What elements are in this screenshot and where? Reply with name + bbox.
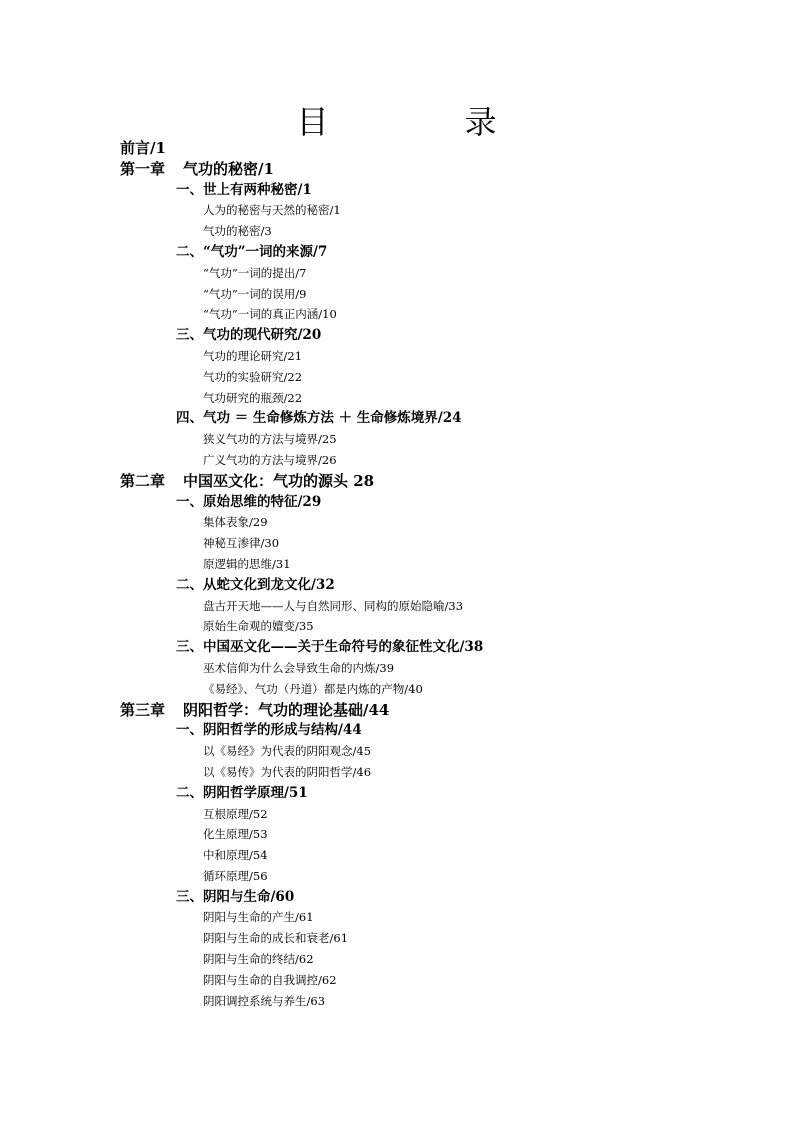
- entry-text: 气功的秘密/1: [183, 159, 274, 178]
- chapter-label: 第一章: [120, 159, 166, 178]
- entry-text: 阴阳与生命的产生/61: [203, 910, 314, 925]
- toc-subsection-entry: [120, 866, 720, 887]
- entry-text: 互根原理/52: [203, 806, 268, 821]
- toc-subsection-entry: [120, 450, 720, 471]
- entry-text: 三、中国巫文化——关于生命符号的象征性文化/38: [176, 639, 484, 656]
- toc-chapter-entry: [120, 700, 720, 721]
- toc-section-entry: [120, 242, 720, 263]
- toc-subsection-entry: [120, 554, 720, 575]
- toc-subsection-entry: [120, 970, 720, 991]
- entry-text: 阴阳与生命的自我调控/62: [203, 972, 337, 987]
- toc-subsection-entry: [120, 388, 720, 409]
- toc-section-entry: [120, 492, 720, 513]
- toc-subsection-entry: [120, 907, 720, 928]
- entry-text: 盘古开天地——人与自然同形、同构的原始隐喻/33: [203, 598, 464, 613]
- toc-section-entry: [120, 720, 720, 741]
- toc-section-entry: [120, 637, 720, 658]
- toc-subsection-entry: [120, 928, 720, 949]
- toc-section-entry: [120, 783, 720, 804]
- chapter-label: 第二章: [120, 471, 166, 490]
- entry-text: 三、气功的现代研究/20: [176, 327, 322, 344]
- entry-text: 中和原理/54: [203, 848, 268, 863]
- toc-section-entry: [120, 180, 720, 201]
- toc-subsection-entry: [120, 824, 720, 845]
- entry-text: 一、原始思维的特征/29: [176, 493, 322, 510]
- entry-text: 循环原理/56: [203, 868, 268, 883]
- entry-text: 原逻辑的思维/31: [203, 556, 291, 571]
- entry-text: 气功的理论研究/21: [203, 348, 303, 363]
- entry-text: 气功研究的瓶颈/22: [203, 390, 303, 405]
- entry-text: 前言/1: [120, 139, 166, 157]
- entry-text: 气功的实验研究/22: [203, 369, 303, 384]
- entry-text: “气功”一词的提出/7: [203, 265, 307, 280]
- toc-subsection-entry: [120, 284, 720, 305]
- entry-text: 以《易经》为代表的阴阳观念/45: [203, 744, 372, 759]
- entry-text: 一、阴阳哲学的形成与结构/44: [176, 722, 362, 739]
- chapter-label: 第三章: [120, 700, 166, 719]
- entry-text: 阴阳与生命的终结/62: [203, 952, 314, 967]
- toc-subsection-entry: [120, 616, 720, 637]
- entry-text: 原始生命观的嬗变/35: [203, 619, 314, 634]
- toc-subsection-entry: [120, 991, 720, 1012]
- entry-text: 阴阳与生命的成长和衰老/61: [203, 931, 349, 946]
- entry-text: 四、气功 ＝ 生命修炼方法 ＋ 生命修炼境界/24: [176, 410, 462, 427]
- table-of-contents: [120, 138, 720, 1011]
- toc-subsection-entry: [120, 221, 720, 242]
- page-title: 目 录: [296, 103, 549, 141]
- toc-subsection-entry: [120, 596, 720, 617]
- toc-section-entry: [120, 408, 720, 429]
- toc-subsection-entry: [120, 658, 720, 679]
- toc-subsection-entry: [120, 346, 720, 367]
- toc-subsection-entry: [120, 263, 720, 284]
- toc-chapter-entry: [120, 471, 720, 492]
- toc-subsection-entry: [120, 804, 720, 825]
- toc-subsection-entry: [120, 367, 720, 388]
- toc-subsection-entry: [120, 533, 720, 554]
- entry-text: 《易经》、气功（丹道）都是内炼的产物/40: [203, 681, 423, 696]
- toc-subsection-entry: [120, 200, 720, 221]
- entry-text: “气功”一词的误用/9: [203, 286, 307, 301]
- entry-text: 二、从蛇文化到龙文化/32: [176, 576, 335, 593]
- entry-text: 中国巫文化：气功的源头 28: [183, 471, 375, 490]
- entry-text: 神秘互渗律/30: [203, 536, 280, 551]
- entry-text: 广义气功的方法与境界/26: [203, 452, 337, 467]
- entry-text: 集体表象/29: [203, 515, 268, 530]
- entry-text: “气功”一词的真正内涵/10: [203, 307, 337, 322]
- entry-text: 气功的秘密/3: [203, 224, 272, 239]
- entry-text: 二、“气功”一词的来源/7: [176, 243, 328, 260]
- toc-subsection-entry: [120, 679, 720, 700]
- toc-chapter-entry: [120, 159, 720, 180]
- toc-section-entry: [120, 325, 720, 346]
- toc-section-entry: [120, 575, 720, 596]
- toc-subsection-entry: [120, 512, 720, 533]
- entry-text: 三、阴阳与生命/60: [176, 888, 295, 905]
- entry-text: 以《易传》为代表的阴阳哲学/46: [203, 764, 372, 779]
- entry-text: 化生原理/53: [203, 827, 268, 842]
- toc-subsection-entry: [120, 429, 720, 450]
- entry-text: 阴阳哲学：气功的理论基础/44: [183, 700, 390, 719]
- entry-text: 一、世上有两种秘密/1: [176, 181, 312, 198]
- entry-text: 巫术信仰为什么会导致生命的内炼/39: [203, 660, 395, 675]
- toc-section-entry: [120, 887, 720, 908]
- entry-text: 狭义气功的方法与境界/25: [203, 432, 337, 447]
- toc-subsection-entry: [120, 949, 720, 970]
- entry-text: 阴阳调控系统与养生/63: [203, 993, 326, 1008]
- entry-text: 二、阴阳哲学原理/51: [176, 784, 308, 801]
- toc-chapter-entry: [120, 138, 720, 159]
- toc-subsection-entry: [120, 762, 720, 783]
- toc-subsection-entry: [120, 741, 720, 762]
- toc-subsection-entry: [120, 304, 720, 325]
- toc-subsection-entry: [120, 845, 720, 866]
- entry-text: 人为的秘密与天然的秘密/1: [203, 203, 341, 218]
